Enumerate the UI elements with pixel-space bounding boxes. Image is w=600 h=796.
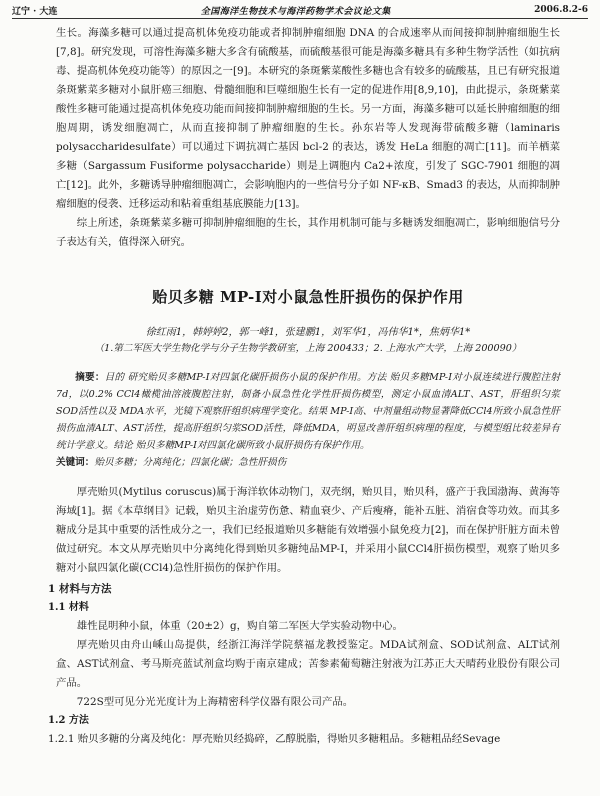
page-body [48, 24, 561, 749]
section-heading-materials-methods: 1 材料与方法 [48, 583, 112, 595]
keywords-text: 贻贝多糖；分离纯化；四氯化碳；急性肝损伤 [94, 457, 287, 468]
article-authors: 徐红雨1，韩婷婷2，郭一峰1，张建鹏1，刘军华1，冯伟华1*，焦炳华1* [145, 327, 471, 338]
introduction-paragraph: 厚壳贻贝(Mytilus coruscus)属于海洋软体动物门，双壳纲，贻贝目，贻贝科，盛产于我国渤海、黄海等海域[1]。据《本草纲目》记载，贻贝主治虚劳伤惫、精血衰少、产后瘦瘠，能补五脏、消宿食等功效。而其多糖成分是其中重要的活性成分之一，我们已经报道贻贝多糖能有效增强小鼠免疫力[2]，而在保护肝脏方面未曾做过研究。本文从厚壳贻贝中分离纯化得到贻贝多糖纯品MP-Ⅰ，并采用小鼠CCl4肝损伤模型，观察了贻贝多糖对小鼠四氯化碳(CCl4)急性肝损伤的保护作用。 [56, 486, 560, 574]
keywords-label: 关键词： [56, 457, 95, 468]
materials-paragraph: 厚壳贻贝由舟山嵊山岛提供，经浙江海洋学院蔡福龙教授鉴定。MDA试剂盒、SOD试剂盒、ALT试剂盒、AST试剂盒、考马斯亮蓝试剂盒均购于南京建成；苦参素葡萄糖注射液为江苏正大天晴药业股份有限公司产品。 [56, 639, 560, 689]
article-affiliation: （1.第二军医大学生物化学与分子生物学教研室，上海 200433；2. 上海水产大学，上海 200090） [94, 343, 522, 354]
abstract-label: 摘要： [75, 372, 105, 383]
keywords [56, 454, 560, 471]
subsection-heading-methods: 1.2 方法 [48, 715, 89, 726]
prev-article-paragraph: 生长。海藻多糖可以通过提高机体免疫功能或者抑制肿瘤细胞 DNA 的合成速率从而间接抑制肿瘤细胞生长[7,8]。研究发现，可溶性海藻多糖大多含有硫酸基，而硫酸基很可能是海藻多糖具有多种生物学活性（如抗病毒、提高机体免疫功能等）的原因之一[9]。本研究的条斑紫菜酸性多糖也含有较多的硫酸基，且已有研究报道条斑紫菜多糖对小鼠肝癌三细胞、骨髓细胞和巨噬细胞生长有一定的促进作用[8,9,10]，由此提示，条斑紫菜酸性多糖可能通过提高机体免疫功能而间接抑制肿瘤细胞的生长。另一方面，海藻多糖可以延长肿瘤细胞的细胞周期，诱发细胞凋亡，从而直接抑制了肿瘤细胞的生长。孙东岩等人发现海带硫酸多糖（laminaris polysaccharidesulfate）可以通过下调抗凋亡基因 bcl-2 的表达，诱发 HeLa 细胞的凋亡[11]。而羊栖菜多糖（Sargassum Fusiforme polysaccharide）则是上调胞内 Ca2+浓度，引发了 SGC-7901 细胞的凋亡[12]。此外，多糖诱导肿瘤细胞凋亡，会影响胞内的一些信号分子如 NF-κB、Smad3 的表达，从而抑制肿瘤细胞的侵袭、迁移运动和粘着重组基底膜能力[13]。 [56, 27, 560, 210]
prev-article-conclusion: 综上所述，条斑紫菜多糖可抑制肿瘤细胞的生长，其作用机制可能与多糖诱发细胞凋亡，影响细胞信号分子表达有关，值得深入研究。 [56, 217, 560, 248]
running-header [12, 3, 588, 17]
subsection-heading-materials: 1.1 材料 [48, 602, 89, 613]
header-rule [12, 18, 588, 19]
method-step-121: 1.2.1 贻贝多糖的分离及纯化：厚壳贻贝经捣碎，乙醇脱脂，得贻贝多糖粗品。多糖粗品经Sevage [48, 733, 501, 745]
abstract [56, 369, 560, 454]
materials-paragraph: 722S型可见分光光度计为上海精密科学仪器有限公司产品。 [76, 696, 354, 708]
header-location: 辽宁 · 大连 [12, 6, 58, 17]
article-title: 贻贝多糖 MP-Ⅰ对小鼠急性肝损伤的保护作用 [152, 288, 464, 306]
materials-paragraph: 雄性昆明种小鼠，体重（20±2）g，购自第二军医大学实验动物中心。 [76, 620, 403, 632]
abstract-text: 目的 研究贻贝多糖MP-Ⅰ对四氯化碳肝损伤小鼠的保护作用。方法 贻贝多糖MP-Ⅰ对小鼠连续进行腹腔注射7d，以0.2% CCl4橄榄油溶液腹腔注射，制备小鼠急性化学性肝损伤模型，测定小鼠血清ALT、AST，肝组织匀浆SOD活性以及 MDA水平，光镜下观察肝组织病理学变化。结果 MP-Ⅰ高、中剂量组动物显著降低CCl4所致小鼠急性肝损伤血清ALT、AST活性，提高肝组织匀浆SOD活性，降低MDA，明显改善肝组织病理的程度，与模型组比较差异有统计学意义。结论 贻贝多糖MP-Ⅰ对四氯化碳所致小鼠肝损伤有保护作用。 [56, 372, 561, 451]
header-date: 2006.8.2-6 [534, 5, 588, 15]
header-proceedings-title: 全国海洋生物技术与海洋药物学术会议论文集 [200, 6, 391, 17]
